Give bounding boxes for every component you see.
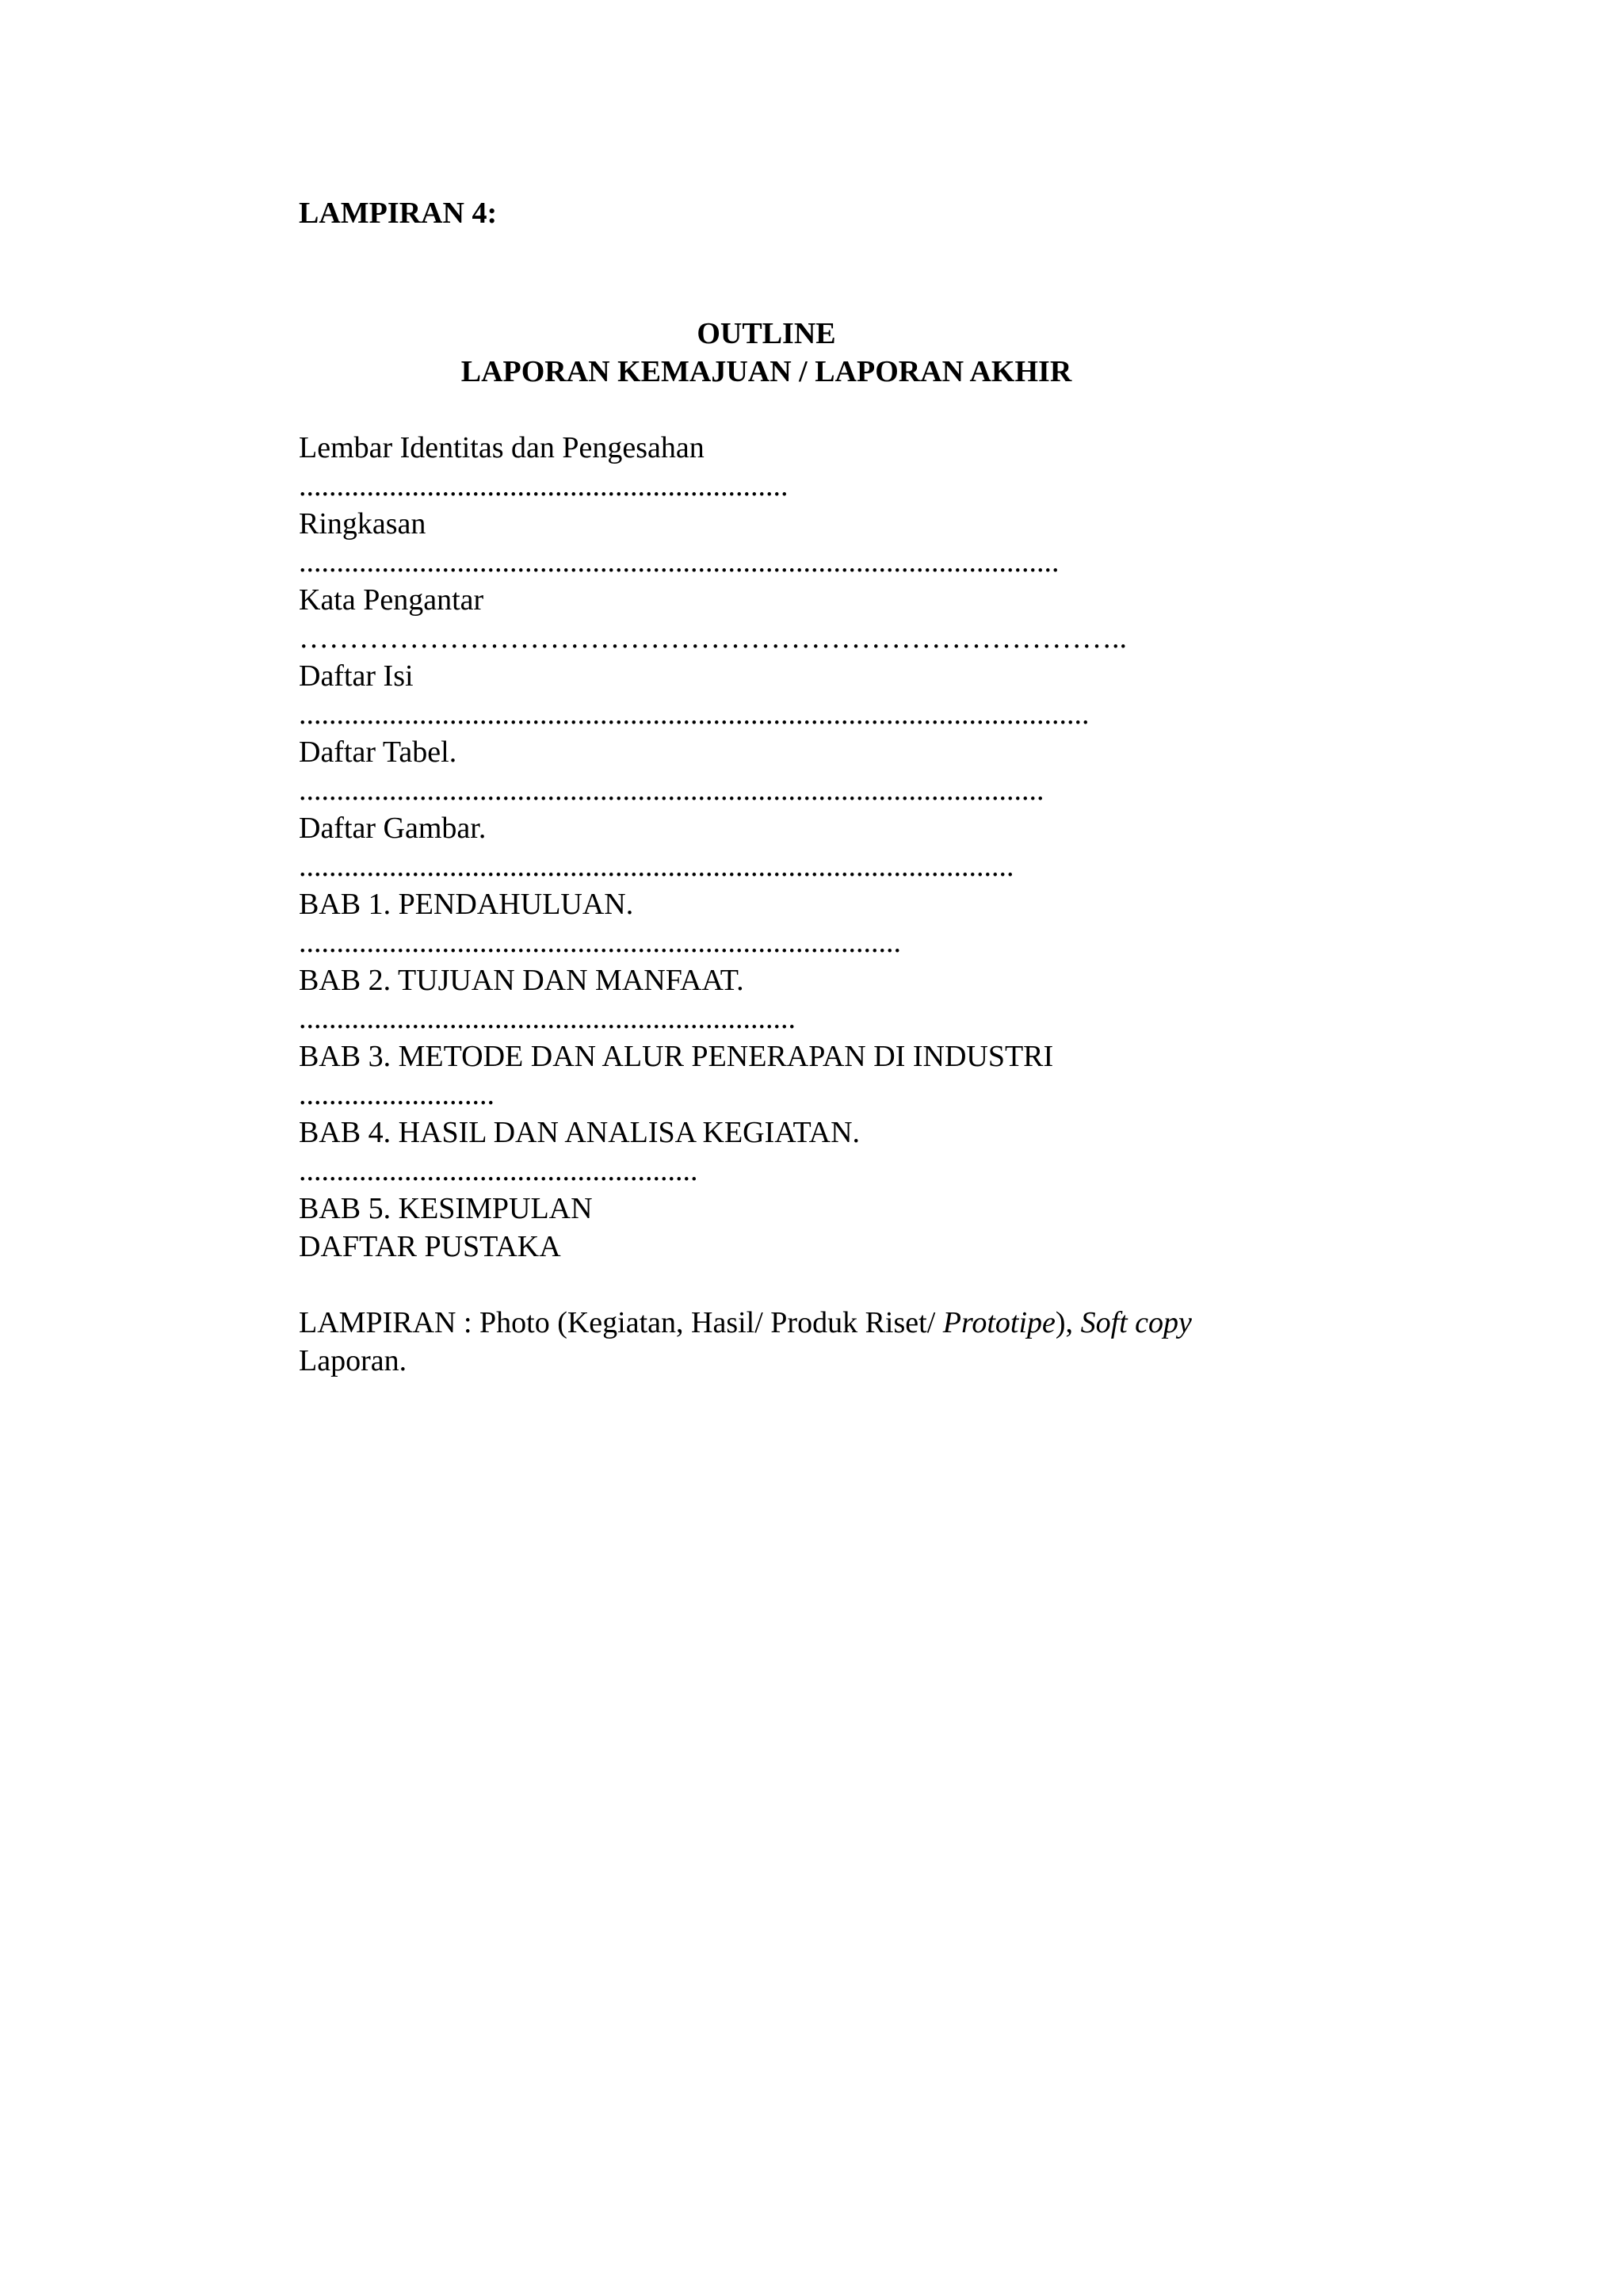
outline-dots: ................................................................. [299,469,789,502]
outline-dots: ..................................................................................................... [299,545,1060,579]
appendix-italic-prototipe: Prototipe [942,1306,1056,1339]
outline-dots: ............................................................................................... [299,850,1014,883]
outline-item-daftar-tabel: Daftar Tabel. [299,735,457,769]
outline-dots: .......................... [299,1078,495,1111]
outline-item-daftar-pustaka: DAFTAR PUSTAKA [299,1230,561,1263]
outline-item-bab-3: BAB 3. METODE DAN ALUR PENERAPAN DI INDUSTRI [299,1040,1054,1073]
outline-dots: ................................................................................ [299,926,901,959]
outline-item-lembar-identitas: Lembar Identitas dan Pengesahan [299,431,705,464]
title-line-2: LAPORAN KEMAJUAN / LAPORAN AKHIR [460,355,1072,388]
outline-item-ringkasan: Ringkasan [299,507,426,541]
appendix-note [299,1304,1218,1380]
outline-item-daftar-gambar: Daftar Gambar. [299,812,487,845]
appendix-heading: LAMPIRAN 4: [299,197,498,230]
outline-item-bab-5: BAB 5. KESIMPULAN [299,1192,593,1225]
outline-list [299,429,1250,1266]
outline-item-daftar-isi: Daftar Isi [299,659,414,693]
appendix-prefix: LAMPIRAN : Photo (Kegiatan, Hasil/ Produk Riset/ [299,1306,943,1339]
appendix-middle: ), [1055,1306,1081,1339]
outline-item-bab-2: BAB 2. TUJUAN DAN MANFAAT. [299,964,744,997]
document-title [299,315,1234,391]
outline-dots: ……………………………………………………………………….. [299,621,1127,655]
outline-dots: .................................................................. [299,1002,796,1035]
document-content [299,194,1250,1380]
outline-dots: ................................................................................................... [299,774,1044,807]
title-line-1: OUTLINE [697,317,836,350]
outline-item-bab-4: BAB 4. HASIL DAN ANALISA KEGIATAN. [299,1116,861,1149]
outline-dots: ......................................................................................................... [299,697,1090,731]
outline-item-kata-pengantar: Kata Pengantar [299,583,484,617]
appendix-suffix: Laporan. [299,1344,407,1377]
outline-dots: ..................................................... [299,1154,698,1187]
appendix-italic-soft-copy: Soft copy [1080,1306,1192,1339]
outline-item-bab-1: BAB 1. PENDAHULUAN. [299,888,634,921]
